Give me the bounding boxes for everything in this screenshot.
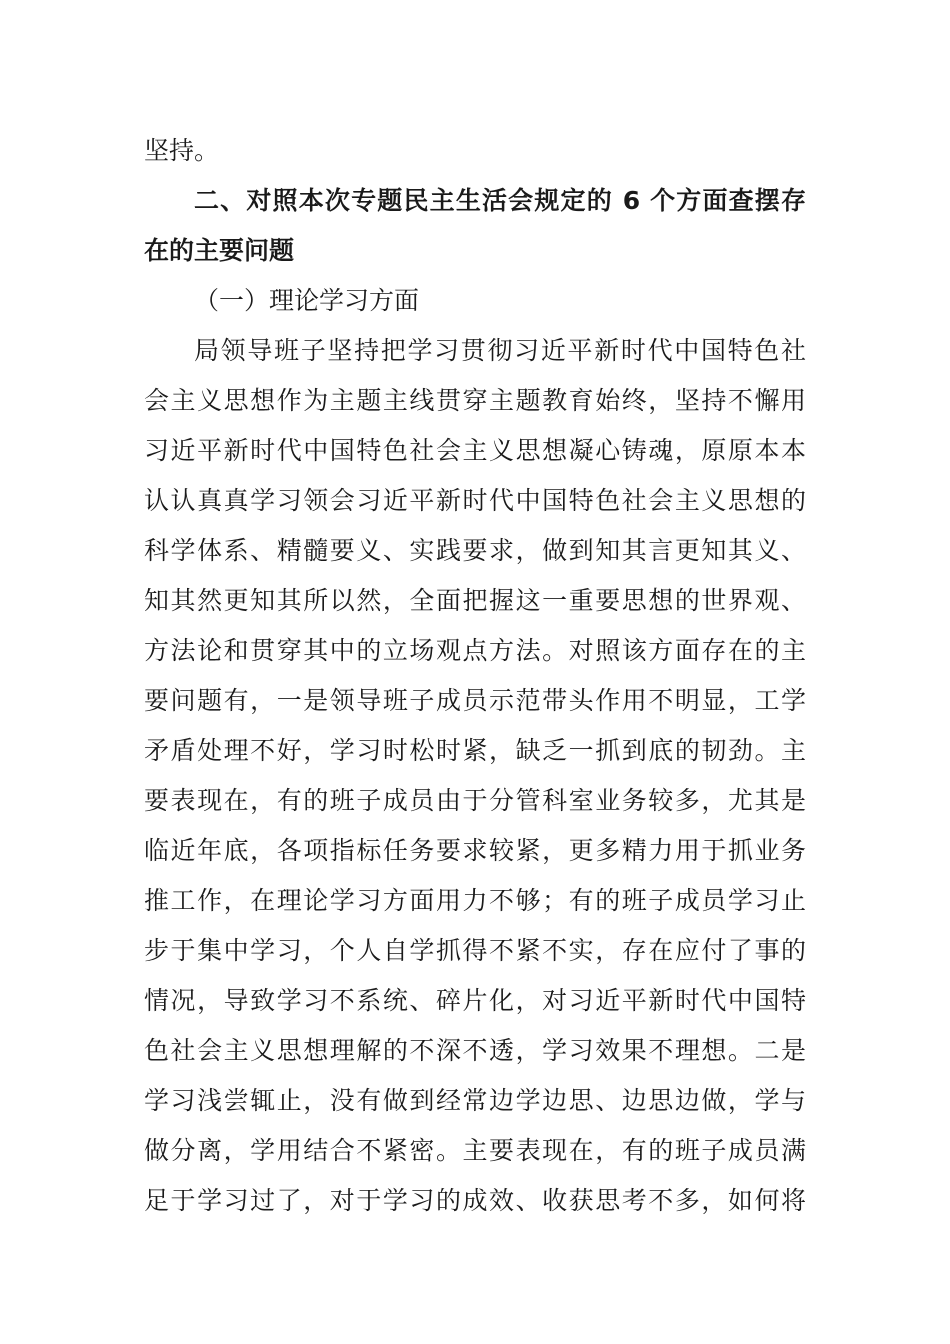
paragraph-line: 会主义思想作为主题主线贯穿主题教育始终，坚持不懈用 — [144, 386, 806, 415]
paragraph-line: 步于集中学习，个人自学抓得不紧不实，存在应付了事的 — [144, 936, 806, 965]
paragraph-line: 临近年底，各项指标任务要求较紧，更多精力用于抓业务 — [144, 836, 806, 865]
section-heading-continued: 在的主要问题 — [144, 236, 295, 265]
paragraph-line: 矛盾处理不好，学习时松时紧，缺乏一抓到底的韧劲。主 — [144, 736, 806, 765]
paragraph-line: 知其然更知其所以然，全面把握这一重要思想的世界观、 — [144, 586, 806, 615]
subsection-heading: （一）理论学习方面 — [194, 286, 420, 315]
paragraph-line: 色社会主义思想理解的不深不透，学习效果不理想。二是 — [144, 1036, 806, 1065]
paragraph-line: 要表现在，有的班子成员由于分管科室业务较多，尤其是 — [144, 786, 806, 815]
paragraph-line: 做分离，学用结合不紧密。主要表现在，有的班子成员满 — [144, 1136, 806, 1165]
paragraph-line: 学习浅尝辄止，没有做到经常边学边思、边思边做，学与 — [144, 1086, 806, 1115]
section-heading: 二、对照本次专题民主生活会规定的 6 个方面查摆存 — [194, 186, 806, 215]
paragraph-line: 认认真真学习领会习近平新时代中国特色社会主义思想的 — [144, 486, 806, 515]
paragraph-line: 要问题有，一是领导班子成员示范带头作用不明显，工学 — [144, 686, 806, 715]
text-line: 坚持。 — [144, 136, 220, 165]
paragraph-line: 科学体系、精髓要义、实践要求，做到知其言更知其义、 — [144, 536, 806, 565]
paragraph-line: 方法论和贯穿其中的立场观点方法。对照该方面存在的主 — [144, 636, 806, 665]
paragraph-line: 推工作，在理论学习方面用力不够；有的班子成员学习止 — [144, 886, 806, 915]
paragraph-line: 足于学习过了，对于学习的成效、收获思考不多，如何将 — [144, 1186, 806, 1215]
paragraph-line: 习近平新时代中国特色社会主义思想凝心铸魂，原原本本 — [144, 436, 806, 465]
paragraph-line: 局领导班子坚持把学习贯彻习近平新时代中国特色社 — [194, 336, 806, 365]
paragraph-line: 情况，导致学习不系统、碎片化，对习近平新时代中国特 — [144, 986, 806, 1015]
